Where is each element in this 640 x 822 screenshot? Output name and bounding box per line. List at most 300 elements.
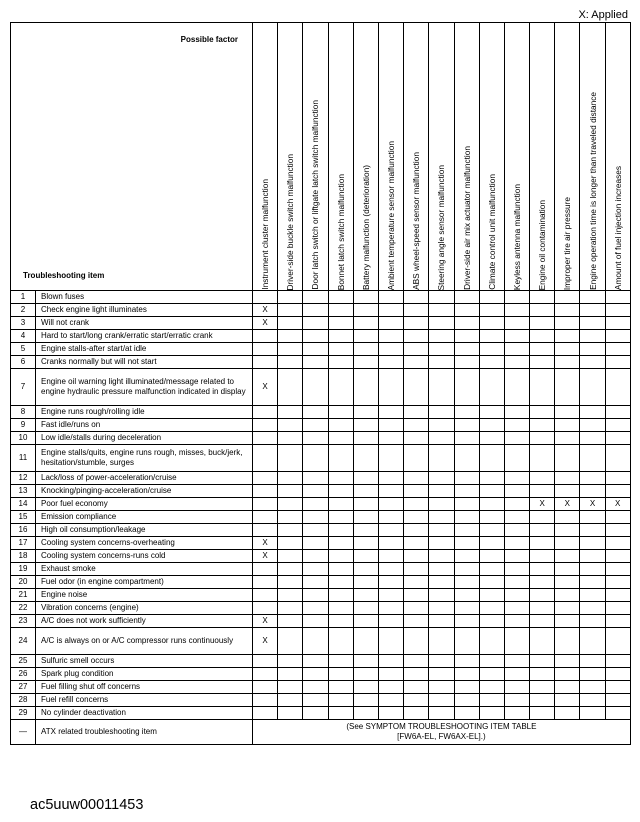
row-number: 15 <box>11 511 36 524</box>
empty-cell <box>303 356 328 369</box>
factor-header-cell <box>454 23 479 291</box>
empty-cell <box>378 498 403 511</box>
empty-cell <box>278 681 303 694</box>
empty-cell <box>605 615 630 628</box>
empty-cell <box>555 563 580 576</box>
empty-cell <box>429 524 454 537</box>
empty-cell <box>378 485 403 498</box>
empty-cell <box>605 537 630 550</box>
troubleshooting-item-text: Engine stalls/quits, engine runs rough, misses, buck/jerk, hesitation/stumble, surges <box>36 445 253 472</box>
empty-cell <box>580 291 605 304</box>
empty-cell <box>479 668 504 681</box>
empty-cell <box>580 485 605 498</box>
row-number: 4 <box>11 330 36 343</box>
empty-cell <box>278 419 303 432</box>
empty-cell <box>555 694 580 707</box>
empty-cell <box>555 445 580 472</box>
empty-cell <box>555 406 580 419</box>
applied-mark: X <box>253 615 278 628</box>
empty-cell <box>353 668 378 681</box>
row-number: 17 <box>11 537 36 550</box>
empty-cell <box>555 330 580 343</box>
empty-cell <box>479 343 504 356</box>
empty-cell <box>555 550 580 563</box>
empty-cell <box>328 304 353 317</box>
table-row <box>11 291 631 304</box>
applied-mark: X <box>555 498 580 511</box>
empty-cell <box>378 472 403 485</box>
row-number: 2 <box>11 304 36 317</box>
troubleshooting-item-text: Poor fuel economy <box>36 498 253 511</box>
empty-cell <box>555 343 580 356</box>
empty-cell <box>580 343 605 356</box>
troubleshooting-item-text: High oil consumption/leakage <box>36 524 253 537</box>
empty-cell <box>328 628 353 655</box>
empty-cell <box>454 485 479 498</box>
possible-factor-label: Possible factor <box>180 35 238 44</box>
table-row <box>11 681 631 694</box>
empty-cell <box>429 563 454 576</box>
empty-cell <box>328 602 353 615</box>
empty-cell <box>454 330 479 343</box>
empty-cell <box>378 694 403 707</box>
table-row <box>11 498 631 511</box>
empty-cell <box>479 291 504 304</box>
empty-cell <box>404 498 429 511</box>
empty-cell <box>278 445 303 472</box>
table-row <box>11 615 631 628</box>
empty-cell <box>378 537 403 550</box>
table-row <box>11 550 631 563</box>
factor-header-label: Ambient temperature sensor malfunction <box>386 140 397 290</box>
empty-cell <box>605 343 630 356</box>
troubleshooting-item-text: A/C is always on or A/C compressor runs continuously <box>36 628 253 655</box>
empty-cell <box>378 419 403 432</box>
empty-cell <box>479 550 504 563</box>
empty-cell <box>378 668 403 681</box>
row-number: 16 <box>11 524 36 537</box>
empty-cell <box>303 406 328 419</box>
empty-cell <box>580 563 605 576</box>
empty-cell <box>303 550 328 563</box>
empty-cell <box>404 602 429 615</box>
empty-cell <box>479 707 504 720</box>
troubleshooting-item-text: Fuel refill concerns <box>36 694 253 707</box>
troubleshooting-item-text: Engine oil warning light illuminated/message related to engine hydraulic pressure malfunction indicated in display <box>36 369 253 406</box>
empty-cell <box>278 472 303 485</box>
empty-cell <box>555 472 580 485</box>
empty-cell <box>353 304 378 317</box>
empty-cell <box>328 445 353 472</box>
empty-cell <box>253 694 278 707</box>
factor-header-label: Driver-side buckle switch malfunction <box>285 153 296 290</box>
empty-cell <box>278 498 303 511</box>
empty-cell <box>580 445 605 472</box>
empty-cell <box>580 602 605 615</box>
empty-cell <box>278 694 303 707</box>
empty-cell <box>605 330 630 343</box>
empty-cell <box>278 707 303 720</box>
empty-cell <box>353 317 378 330</box>
troubleshooting-item-text: Exhaust smoke <box>36 563 253 576</box>
empty-cell <box>504 602 529 615</box>
empty-cell <box>454 419 479 432</box>
figure-id-caption: ac5uuw00011453 <box>30 797 144 813</box>
empty-cell <box>530 419 555 432</box>
empty-cell <box>504 563 529 576</box>
empty-cell <box>429 707 454 720</box>
empty-cell <box>504 628 529 655</box>
applied-mark: X <box>253 550 278 563</box>
empty-cell <box>530 330 555 343</box>
applied-mark: X <box>253 628 278 655</box>
empty-cell <box>429 369 454 406</box>
factor-header-label: Amount of fuel injection increases <box>612 165 623 290</box>
table-row <box>11 511 631 524</box>
empty-cell <box>605 369 630 406</box>
empty-cell <box>353 537 378 550</box>
factor-header-cell <box>378 23 403 291</box>
empty-cell <box>278 550 303 563</box>
empty-cell <box>404 356 429 369</box>
table-row <box>11 524 631 537</box>
troubleshooting-item-text: Check engine light illuminates <box>36 304 253 317</box>
empty-cell <box>278 589 303 602</box>
empty-cell <box>404 330 429 343</box>
empty-cell <box>328 615 353 628</box>
factor-header-cell <box>278 23 303 291</box>
row-number: — <box>11 720 36 745</box>
empty-cell <box>580 304 605 317</box>
empty-cell <box>605 304 630 317</box>
row-number: 18 <box>11 550 36 563</box>
empty-cell <box>303 330 328 343</box>
empty-cell <box>303 694 328 707</box>
empty-cell <box>328 668 353 681</box>
empty-cell <box>278 291 303 304</box>
see-table-note-line: (See SYMPTOM TROUBLESHOOTING ITEM TABLE <box>346 722 537 731</box>
table-row <box>11 485 631 498</box>
empty-cell <box>504 432 529 445</box>
empty-cell <box>429 472 454 485</box>
empty-cell <box>404 615 429 628</box>
empty-cell <box>605 432 630 445</box>
empty-cell <box>454 576 479 589</box>
empty-cell <box>479 576 504 589</box>
empty-cell <box>555 511 580 524</box>
empty-cell <box>504 615 529 628</box>
row-number: 20 <box>11 576 36 589</box>
empty-cell <box>278 406 303 419</box>
empty-cell <box>353 406 378 419</box>
empty-cell <box>303 317 328 330</box>
empty-cell <box>504 694 529 707</box>
empty-cell <box>479 498 504 511</box>
empty-cell <box>378 317 403 330</box>
empty-cell <box>328 485 353 498</box>
factor-header-label: Improper tire air pressure <box>562 196 573 290</box>
empty-cell <box>429 550 454 563</box>
empty-cell <box>429 537 454 550</box>
empty-cell <box>404 406 429 419</box>
empty-cell <box>605 668 630 681</box>
factor-header-cell <box>555 23 580 291</box>
empty-cell <box>278 563 303 576</box>
troubleshooting-item-text: Blown fuses <box>36 291 253 304</box>
empty-cell <box>353 356 378 369</box>
empty-cell <box>303 498 328 511</box>
empty-cell <box>353 511 378 524</box>
empty-cell <box>404 485 429 498</box>
table-row <box>11 369 631 406</box>
empty-cell <box>404 317 429 330</box>
empty-cell <box>429 615 454 628</box>
empty-cell <box>504 317 529 330</box>
empty-cell <box>530 356 555 369</box>
empty-cell <box>580 317 605 330</box>
empty-cell <box>454 655 479 668</box>
empty-cell <box>580 406 605 419</box>
troubleshooting-item-text: Emission compliance <box>36 511 253 524</box>
applied-mark: X <box>253 317 278 330</box>
empty-cell <box>504 498 529 511</box>
empty-cell <box>404 291 429 304</box>
empty-cell <box>479 694 504 707</box>
empty-cell <box>454 694 479 707</box>
empty-cell <box>303 304 328 317</box>
troubleshooting-table <box>10 22 631 745</box>
empty-cell <box>530 563 555 576</box>
empty-cell <box>605 602 630 615</box>
empty-cell <box>328 498 353 511</box>
troubleshooting-item-text: Engine runs rough/rolling idle <box>36 406 253 419</box>
empty-cell <box>278 485 303 498</box>
empty-cell <box>278 343 303 356</box>
empty-cell <box>378 356 403 369</box>
table-row <box>11 330 631 343</box>
empty-cell <box>580 655 605 668</box>
empty-cell <box>454 668 479 681</box>
empty-cell <box>404 589 429 602</box>
empty-cell <box>605 445 630 472</box>
empty-cell <box>404 445 429 472</box>
row-number: 13 <box>11 485 36 498</box>
row-number: 7 <box>11 369 36 406</box>
empty-cell <box>580 369 605 406</box>
empty-cell <box>479 524 504 537</box>
empty-cell <box>555 707 580 720</box>
row-number: 6 <box>11 356 36 369</box>
empty-cell <box>454 537 479 550</box>
table-row <box>11 304 631 317</box>
troubleshooting-item-text: Will not crank <box>36 317 253 330</box>
empty-cell <box>303 472 328 485</box>
applied-mark: X <box>530 498 555 511</box>
table-row <box>11 707 631 720</box>
empty-cell <box>504 485 529 498</box>
empty-cell <box>605 406 630 419</box>
empty-cell <box>479 589 504 602</box>
empty-cell <box>479 317 504 330</box>
empty-cell <box>479 419 504 432</box>
empty-cell <box>530 304 555 317</box>
empty-cell <box>580 707 605 720</box>
empty-cell <box>504 419 529 432</box>
empty-cell <box>479 511 504 524</box>
empty-cell <box>479 369 504 406</box>
empty-cell <box>580 550 605 563</box>
empty-cell <box>253 589 278 602</box>
empty-cell <box>353 694 378 707</box>
empty-cell <box>404 524 429 537</box>
factor-header-label: Keyless antenna malfunction <box>511 183 522 290</box>
factor-header-label: Driver-side air mix actuator malfunction <box>461 146 472 290</box>
empty-cell <box>555 602 580 615</box>
empty-cell <box>253 668 278 681</box>
empty-cell <box>378 707 403 720</box>
troubleshooting-item-text: Spark plug condition <box>36 668 253 681</box>
empty-cell <box>404 655 429 668</box>
empty-cell <box>454 524 479 537</box>
empty-cell <box>429 304 454 317</box>
empty-cell <box>580 589 605 602</box>
empty-cell <box>429 668 454 681</box>
empty-cell <box>303 419 328 432</box>
factor-header-cell <box>328 23 353 291</box>
row-number: 29 <box>11 707 36 720</box>
empty-cell <box>303 511 328 524</box>
empty-cell <box>353 445 378 472</box>
empty-cell <box>353 432 378 445</box>
table-row <box>11 576 631 589</box>
empty-cell <box>504 524 529 537</box>
empty-cell <box>353 343 378 356</box>
empty-cell <box>605 681 630 694</box>
table-row <box>11 317 631 330</box>
table-row <box>11 563 631 576</box>
empty-cell <box>454 406 479 419</box>
empty-cell <box>530 537 555 550</box>
empty-cell <box>605 550 630 563</box>
empty-cell <box>530 589 555 602</box>
empty-cell <box>303 707 328 720</box>
empty-cell <box>504 511 529 524</box>
empty-cell <box>454 628 479 655</box>
empty-cell <box>378 550 403 563</box>
factor-header-cell <box>504 23 529 291</box>
row-number: 25 <box>11 655 36 668</box>
factor-header-cell <box>580 23 605 291</box>
empty-cell <box>580 419 605 432</box>
empty-cell <box>429 628 454 655</box>
empty-cell <box>504 537 529 550</box>
empty-cell <box>479 445 504 472</box>
empty-cell <box>353 369 378 406</box>
empty-cell <box>555 432 580 445</box>
empty-cell <box>605 589 630 602</box>
empty-cell <box>303 537 328 550</box>
empty-cell <box>328 291 353 304</box>
empty-cell <box>555 291 580 304</box>
empty-cell <box>580 576 605 589</box>
empty-cell <box>328 524 353 537</box>
empty-cell <box>353 524 378 537</box>
empty-cell <box>454 589 479 602</box>
troubleshooting-item-text: Low idle/stalls during deceleration <box>36 432 253 445</box>
empty-cell <box>278 602 303 615</box>
empty-cell <box>530 317 555 330</box>
empty-cell <box>353 655 378 668</box>
empty-cell <box>454 615 479 628</box>
empty-cell <box>479 615 504 628</box>
empty-cell <box>530 655 555 668</box>
applied-mark: X <box>253 537 278 550</box>
empty-cell <box>479 655 504 668</box>
empty-cell <box>580 330 605 343</box>
empty-cell <box>555 668 580 681</box>
empty-cell <box>303 445 328 472</box>
empty-cell <box>555 317 580 330</box>
empty-cell <box>278 330 303 343</box>
troubleshooting-item-text: Knocking/pinging-acceleration/cruise <box>36 485 253 498</box>
empty-cell <box>378 343 403 356</box>
empty-cell <box>378 330 403 343</box>
factor-header-label: Climate control unit malfunction <box>486 174 497 290</box>
empty-cell <box>378 304 403 317</box>
empty-cell <box>555 304 580 317</box>
empty-cell <box>479 330 504 343</box>
row-number: 22 <box>11 602 36 615</box>
empty-cell <box>278 369 303 406</box>
table-row <box>11 589 631 602</box>
empty-cell <box>303 432 328 445</box>
empty-cell <box>404 576 429 589</box>
empty-cell <box>303 485 328 498</box>
row-number: 3 <box>11 317 36 330</box>
empty-cell <box>328 563 353 576</box>
table-row <box>11 343 631 356</box>
row-number: 23 <box>11 615 36 628</box>
row-number: 24 <box>11 628 36 655</box>
empty-cell <box>253 602 278 615</box>
empty-cell <box>555 537 580 550</box>
factor-header-cell <box>253 23 278 291</box>
empty-cell <box>253 419 278 432</box>
empty-cell <box>580 615 605 628</box>
empty-cell <box>253 524 278 537</box>
empty-cell <box>378 681 403 694</box>
table-row <box>11 655 631 668</box>
empty-cell <box>353 602 378 615</box>
empty-cell <box>353 681 378 694</box>
factor-header-cell <box>353 23 378 291</box>
empty-cell <box>404 550 429 563</box>
factor-header-label: Battery malfunction (deterioration) <box>360 165 371 290</box>
empty-cell <box>530 445 555 472</box>
empty-cell <box>429 432 454 445</box>
troubleshooting-item-text: Sulfuric smell occurs <box>36 655 253 668</box>
empty-cell <box>303 628 328 655</box>
empty-cell <box>479 432 504 445</box>
factor-header-label: Engine operation time is longer than traveled distance <box>587 92 598 290</box>
empty-cell <box>253 511 278 524</box>
empty-cell <box>328 576 353 589</box>
empty-cell <box>454 602 479 615</box>
empty-cell <box>454 291 479 304</box>
empty-cell <box>605 628 630 655</box>
empty-cell <box>353 707 378 720</box>
empty-cell <box>454 304 479 317</box>
